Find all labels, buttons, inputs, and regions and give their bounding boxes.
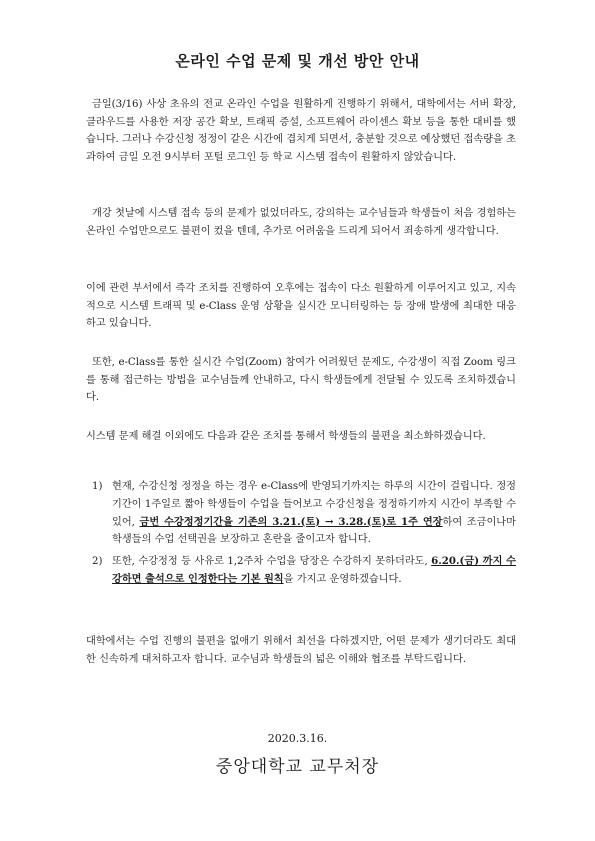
list-item-text-end: 을 가지고 운영하겠습니다. [283, 573, 402, 585]
list-item-text: 현재, 수강신청 정정을 하는 경우 e-Class에 반영되기까지는 하루의 시간이 걸립니다. 정정기간이 1주일로 짧아 학생들이 수업을 들어보고 수강신청을 정정하기까지 시간이 부족할 수 있어, [112, 481, 516, 528]
list-item-text-end: 하여 조금이나마 학생들의 수업 선택권을 보장하고 혼란을 줄이고자 합니다. [112, 516, 516, 546]
list-item [86, 553, 516, 589]
list-item-emphasis: 금번 수강정정기간을 기존의 3.21.(토) → 3.28.(토)로 1주 연장 [139, 515, 443, 528]
measures-list [86, 478, 516, 589]
paragraph-closing: 대학에서는 수업 진행의 불편을 없애기 위해서 최선을 다하겠지만, 어떤 문제가 생기더라도 최대한 신속하게 대처하고자 합니다. 교수님과 학생들의 넓은 이해와 협조를 부탁드립니다. [86, 636, 516, 665]
paragraph-2: 개강 첫날에 시스템 접속 등의 문제가 없었더라도, 강의하는 교수님들과 학생들이 처음 경험하는 온라인 수업만으로도 불편이 컸을 텐데, 추가로 어려움을 드리게 되어서 죄송하게 생각합니다. [86, 208, 516, 237]
paragraph-3: 이에 관련 부서에서 즉각 조치를 진행하여 오후에는 접속이 다소 원활하게 이루어지고 있고, 지속적으로 시스템 트래픽 및 e-Class 운영 상황을 실시간 모니터링하는 등 장애 발생에 최대한 대응하고 있습니다. [86, 283, 516, 329]
list-item-emphasis: 6.20.(금) 까지 수강하면 출석으로 인정한다는 기본 원칙 [112, 555, 516, 585]
paragraph-1: 금일(3/16) 사상 초유의 전교 온라인 수업을 원활하게 진행하기 위해서, 대학에서는 서버 확장, 클라우드를 사용한 저장 공간 확보, 트래픽 증설, 소프트웨어 라이센스 확보 등을 통한 대비를 했습니다. 그러나 수강신청 정정이 같은 시간에 겹치게 되면서, 충분할 것으로 예상했던 접속량을 초과하여 금일 오전 9시부터 포털 로그인 등 학교 시스템 접속이 원활하지 않았습니다. [86, 99, 516, 163]
list-item-number: 2) [92, 556, 103, 568]
paragraph-4: 또한, e-Class를 통한 실시간 수업(Zoom) 참여가 어려웠던 문제도, 수강생이 직접 Zoom 링크를 통해 접근하는 방법을 교수님들께 안내하고, 다시 학생들에게 전달될 수 있도록 조치하겠습니다. [86, 357, 516, 403]
list-item-text: 또한, 수강정정 등 사유로 1,2주차 수업을 당장은 수강하지 못하더라도, [112, 556, 432, 568]
document-date: 2020.3.16. [267, 732, 328, 745]
document-title: 온라인 수업 문제 및 개선 방안 안내 [175, 52, 420, 70]
issuing-organization: 중앙대학교 교무처장 [215, 757, 380, 777]
list-item [86, 478, 516, 549]
list-item-number: 1) [92, 481, 103, 492]
paragraph-5: 시스템 문제 해결 이외에도 다음과 같은 조치를 통해서 학생들의 불편을 최소화하겠습니다. [86, 431, 486, 442]
